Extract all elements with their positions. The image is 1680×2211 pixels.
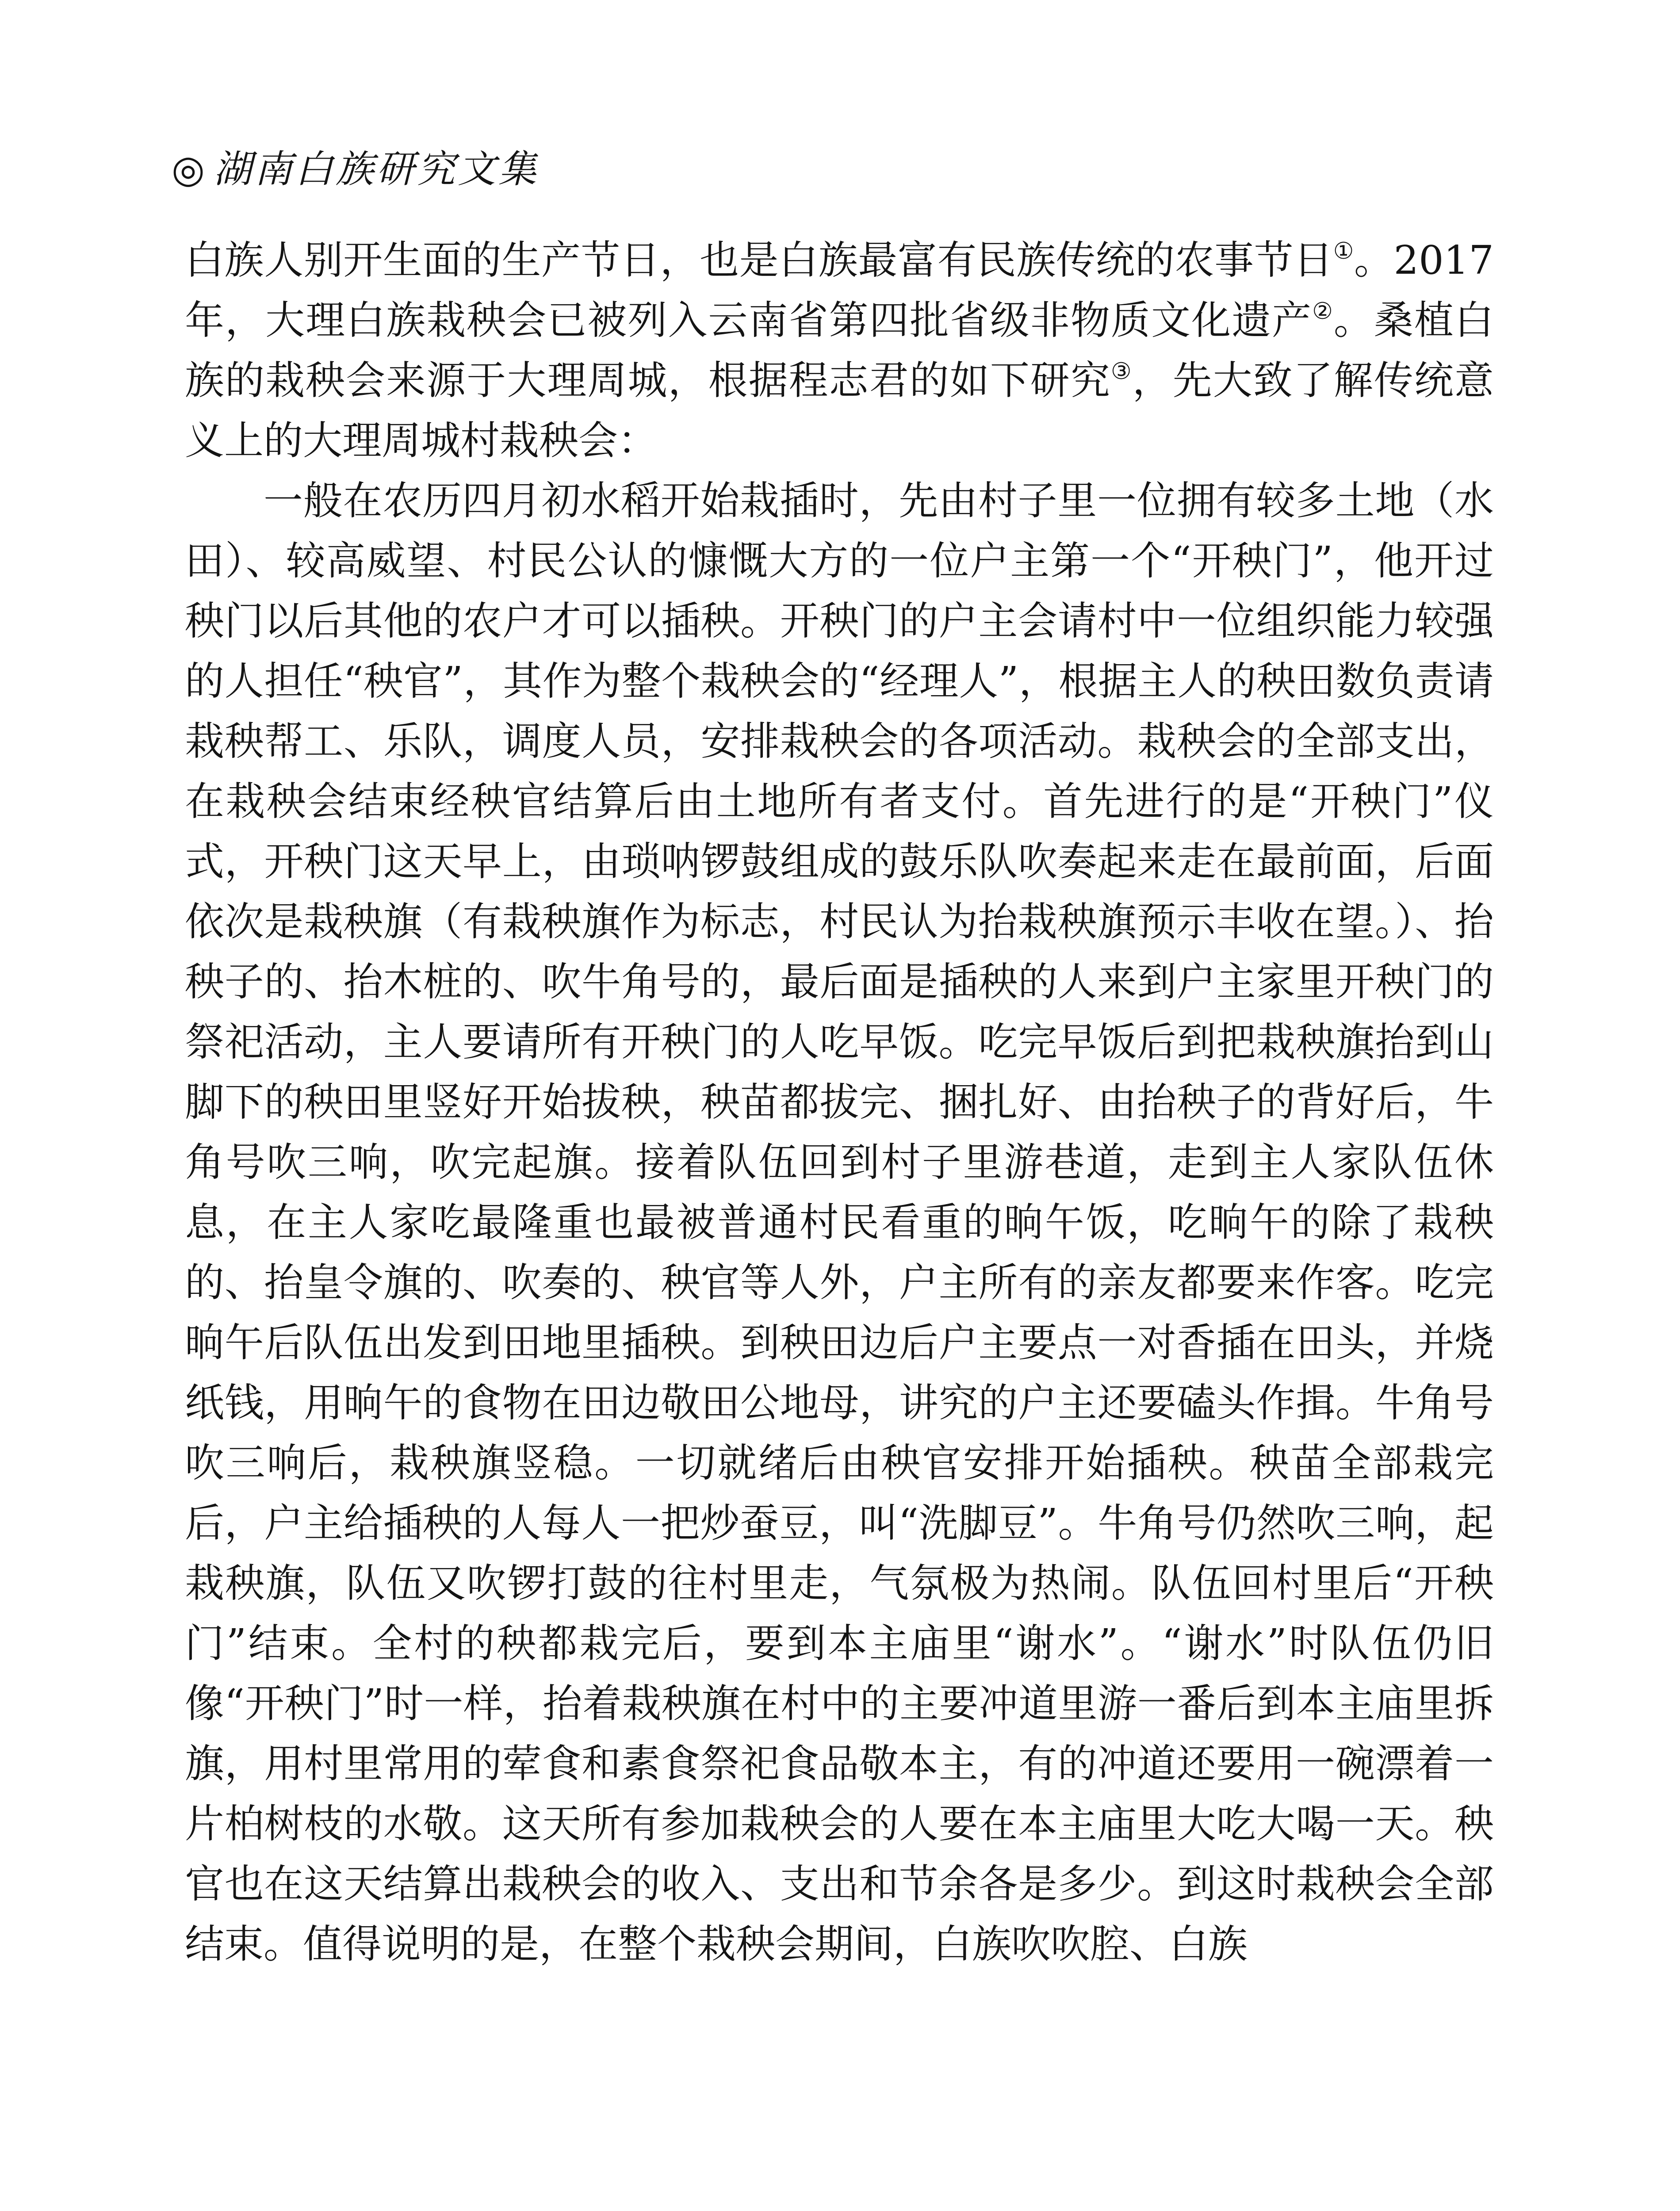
running-header [172,145,539,194]
footnote-ref-3[interactable]: ③ [1111,358,1133,385]
footnote-ref-2[interactable]: ② [1312,298,1334,325]
paragraph-intro [185,230,1494,471]
intro-text-d: ，先大致了解传统意义上的大理周城村栽秧会： [185,357,1494,463]
footnote-ref-1[interactable]: ① [1333,238,1354,264]
intro-text-b: 。2017年，大理白族栽秧会已被列入云南省第四批省级非物质文化遗产 [185,237,1494,343]
book-title: 湖南白族研究文集 [214,147,540,191]
intro-text-a: 白族人别开生面的生产节日，也是白族最富有民族传统的农事节日 [185,237,1333,283]
intro-text-c: 。桑植白族的栽秧会来源于大理周城，根据程志君的如下研究 [185,297,1494,403]
paragraph-quote: 一般在农历四月初水稻开始栽插时，先由村子里一位拥有较多土地（水田）、较高威望、村民公认的慷慨大方的一位户主第一个“开秧门”，他开过秧门以后其他的农户才可以插秧。开秧门的户主会请村中一位组织能力较强的人担任“秧官”，其作为整个栽秧会的“经理人”，根据主人的秧田数负责请栽秧帮工、乐队，调度人员，安排栽秧会的各项活动。栽秧会的全部支出，在栽秧会结束经秧官结算后由土地所有者支付。首先进行的是“开秧门”仪式，开秧门这天早上，由琐呐锣鼓组成的鼓乐队吹奏起来走在最前面，后面依次是栽秧旗（有栽秧旗作为标志，村民认为抬栽秧旗预示丰收在望。）、抬秧子的、抬木桩的、吹牛角号的，最后面是插秧的人来到户主家里开秧门的祭祀活动，主人要请所有开秧门的人吃早饭。吃完早饭后到把栽秧旗抬到山脚下的秧田里竖好开始拔秧，秧苗都拔完、捆扎好、由抬秧子的背好后，牛角号吹三响，吹完起旗。接着队伍回到村子里游巷道，走到主人家队伍休息，在主人家吃最隆重也最被普通村民看重的晌午饭，吃晌午的除了栽秧的、抬皇令旗的、吹奏的、秧官等人外，户主所有的亲友都要来作客。吃完晌午后队伍出发到田地里插秧。到秧田边后户主要点一对香插在田头，并烧纸钱，用晌午的食物在田边敬田公地母，讲究的户主还要磕头作揖。牛角号吹三响后，栽秧旗竖稳。一切就绪后由秧官安排开始插秧。秧苗全部栽完后，户主给插秧的人每人一把炒蚕豆，叫“洗脚豆”。牛角号仍然吹三响，起栽秧旗，队伍又吹锣打鼓的往村里走，气氛极为热闹。队伍回村里后“开秧门”结束。全村的秧都栽完后，要到本主庙里“谢水”。“谢水”时队伍仍旧像“开秧门”时一样，抬着栽秧旗在村中的主要冲道里游一番后到本主庙里拆旗，用村里常用的荤食和素食祭祀食品敬本主，有的冲道还要用一碗漂着一片柏树枝的水敬。这天所有参加栽秧会的人要在本主庙里大吃大喝一天。秧官也在这天结算出栽秧会的收入、支出和节余各是多少。到这时栽秧会全部结束。值得说明的是，在整个栽秧会期间，白族吹吹腔、白族 [185,478,1494,1967]
main-text [185,230,1494,1974]
header-circle-mark: ◎ [172,147,208,191]
